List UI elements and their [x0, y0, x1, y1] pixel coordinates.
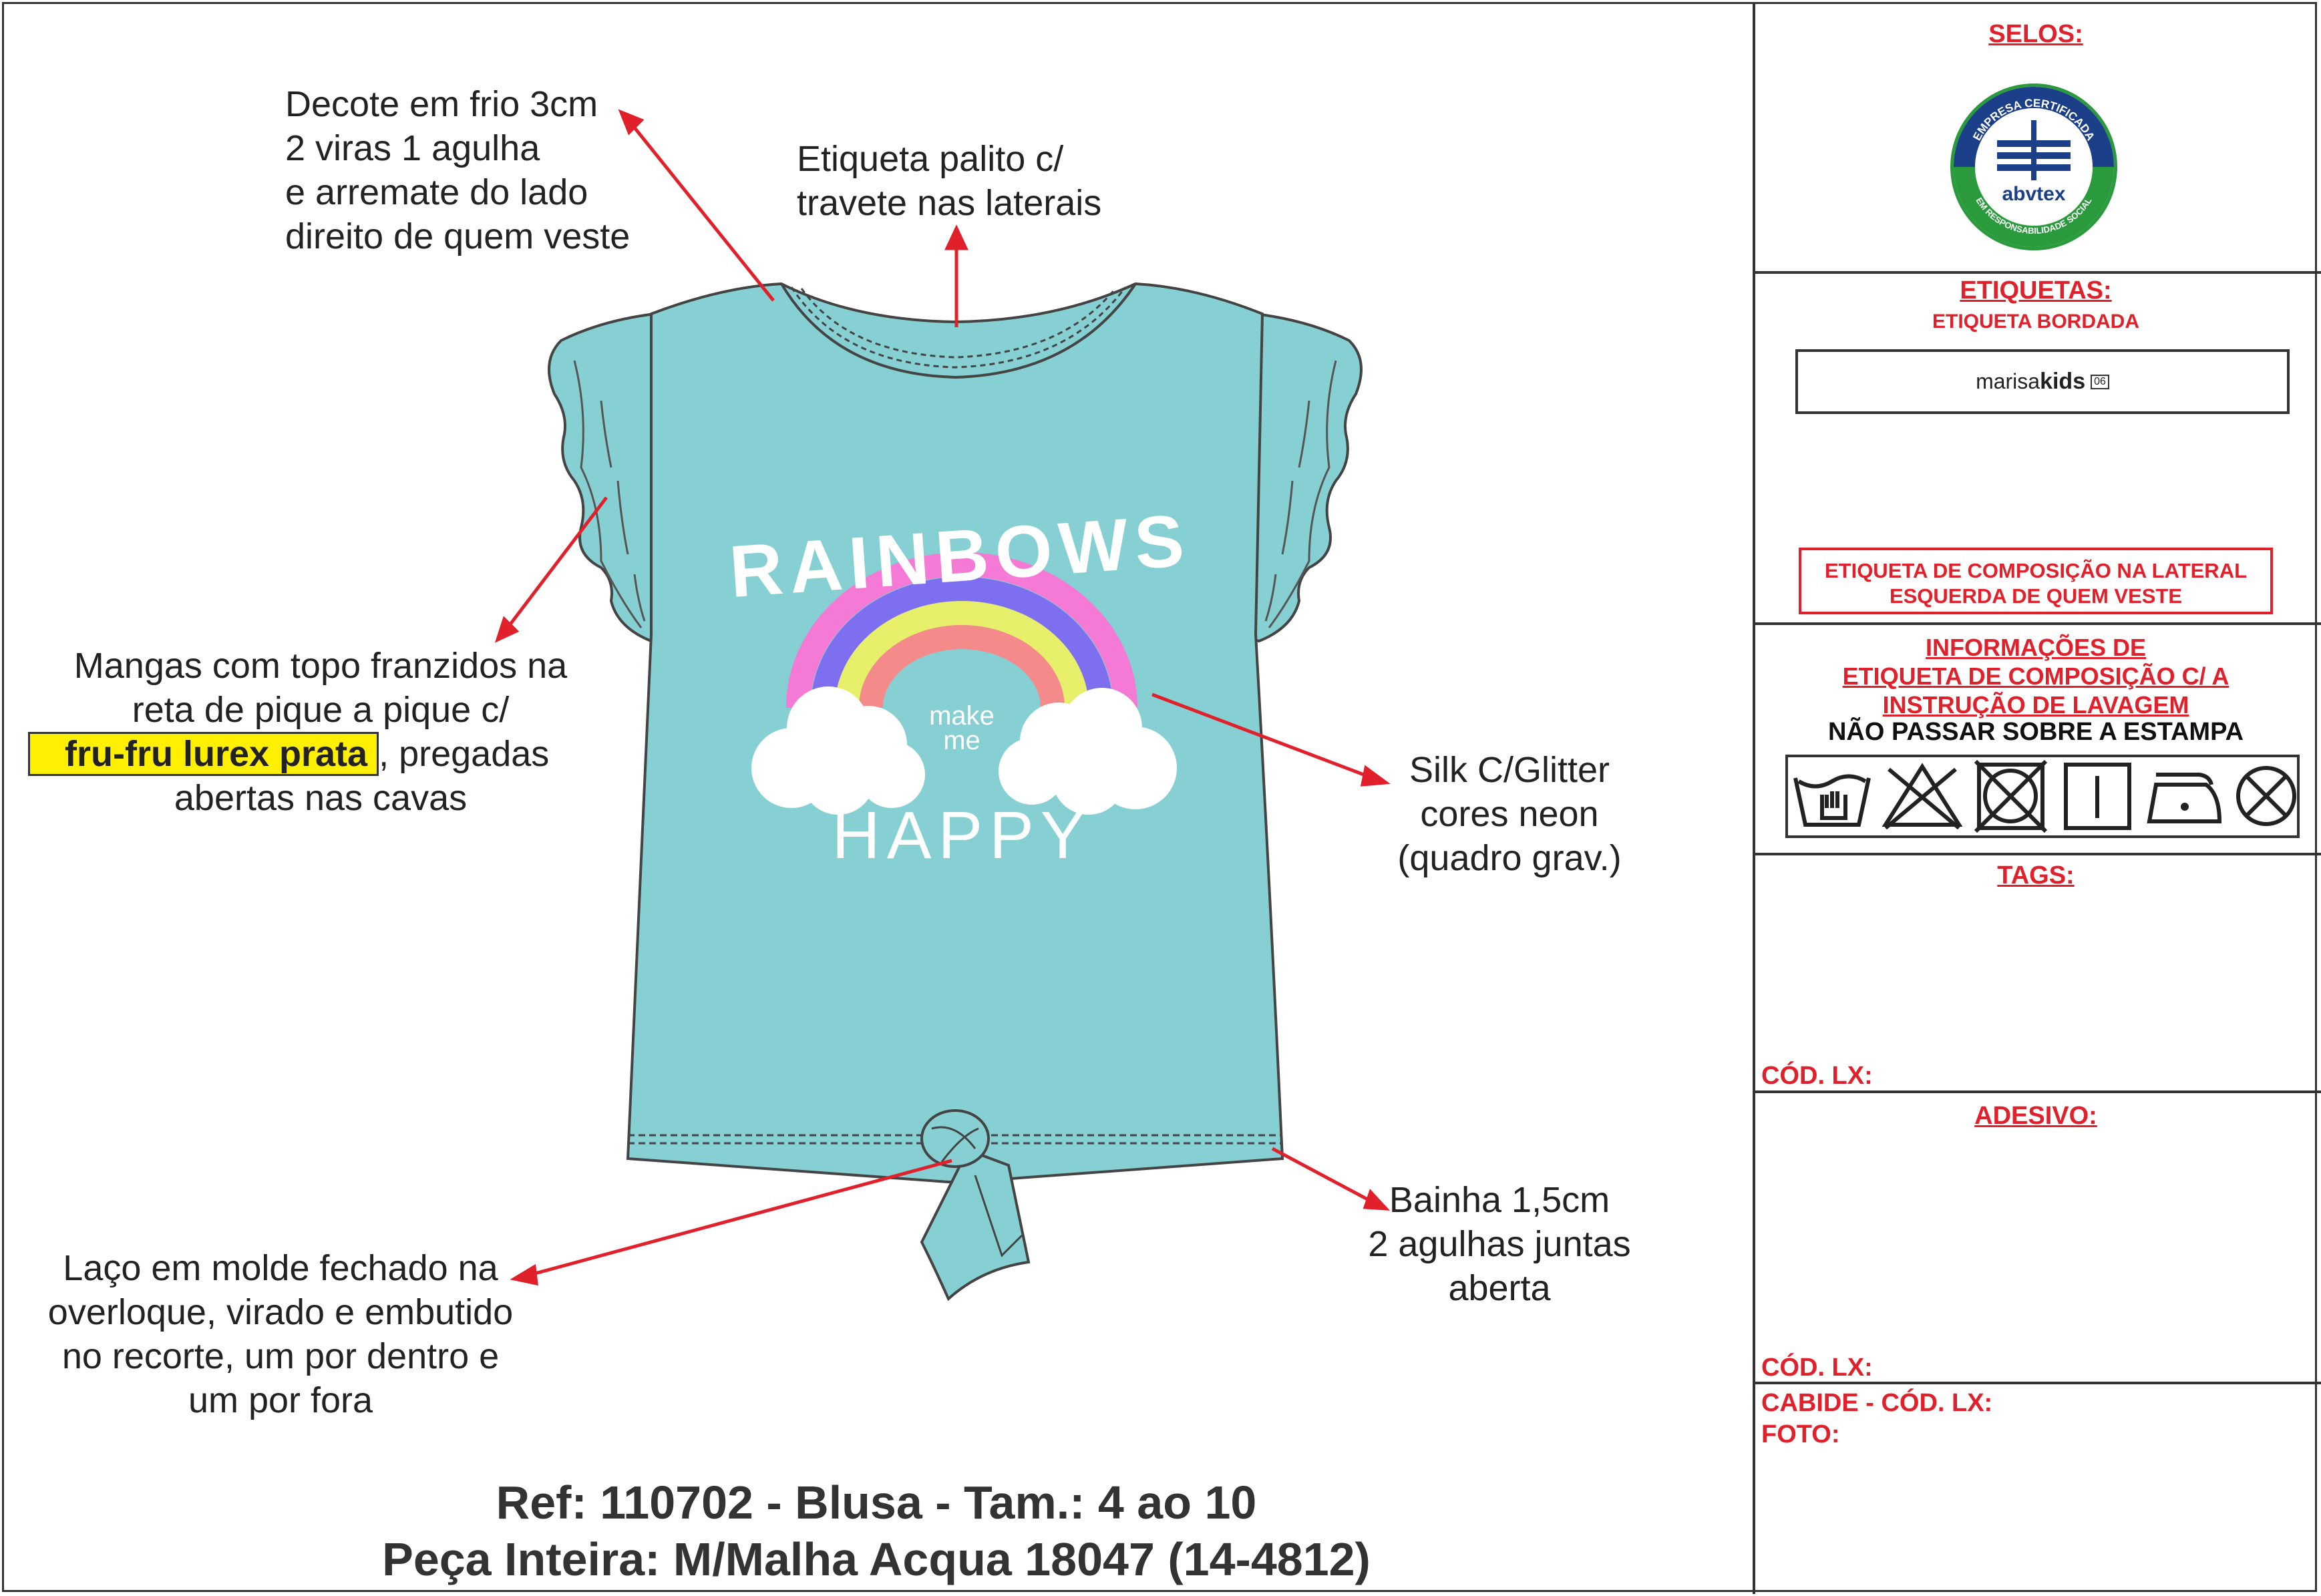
silk-line-3: (quadro grav.): [1397, 838, 1622, 878]
etiqueta-bordada: ETIQUETA BORDADA: [1932, 311, 2139, 333]
decote-line-4: direito de quem veste: [285, 216, 631, 256]
annotation-mangas: [27, 644, 614, 820]
care-symbols: [1785, 755, 2300, 838]
annotation-laco: [13, 1246, 548, 1422]
info-line-2: ETIQUETA DE COMPOSIÇÃO C/ A: [1842, 662, 2229, 690]
annotation-silk: [1369, 748, 1650, 880]
silk-line-1: Silk C/Glitter: [1409, 750, 1610, 790]
laco-line-3: no recorte, um por dentro e: [61, 1336, 500, 1376]
tags-title: TAGS:: [1997, 861, 2075, 889]
etiquetas-title: ETIQUETAS:: [1960, 276, 2112, 305]
lurex-highlight: fru-fru lurex prata: [28, 732, 379, 776]
panel-divider-4: [1753, 1090, 2321, 1093]
mangas-line-2: reta de pique a pique c/: [132, 690, 510, 730]
knot: [922, 1111, 989, 1167]
palito-line-2: travete nas laterais: [797, 183, 1102, 223]
label-kids: kids: [2040, 369, 2086, 394]
material-line: Peça Inteira: M/Malha Acqua 18047 (14-4812): [382, 1533, 1371, 1585]
decote-line-3: e arremate do lado: [285, 172, 588, 212]
info-title: [1755, 633, 2316, 719]
panel-divider-3: [1753, 853, 2321, 855]
laco-line-2: overloque, virado e embutido: [47, 1292, 514, 1332]
silk-line-2: cores neon: [1420, 794, 1599, 834]
cod-lx-tags: CÓD. LX:: [1761, 1062, 1873, 1090]
info-line-3: INSTRUÇÃO DE LAVAGEM: [1882, 691, 2189, 719]
composicao-line-2: ESQUERDA DE QUEM VESTE: [1889, 584, 2183, 608]
bainha-line-3: aberta: [1448, 1268, 1551, 1308]
annotation-etiqueta-palito: [797, 137, 1101, 225]
panel-divider-2: [1753, 622, 2321, 625]
info-line-1: INFORMAÇÕES DE: [1925, 634, 2146, 661]
mangas-line-3: [27, 732, 614, 776]
adesivo-title: ADESIVO:: [1974, 1102, 2097, 1130]
print-me: me: [943, 726, 980, 755]
panel-divider-1: [1753, 271, 2321, 274]
bainha-line-2: 2 agulhas juntas: [1368, 1224, 1631, 1264]
laco-line-1: Laço em molde fechado na: [63, 1248, 498, 1288]
marisa-kids-label: [1795, 349, 2290, 414]
ref-line: Ref: 110702 - Blusa - Tam.: 4 ao 10: [496, 1476, 1257, 1529]
annotation-bainha: [1349, 1178, 1650, 1310]
mangas-line-1: Mangas com topo franzidos na: [73, 646, 568, 686]
decote-line-2: 2 viras 1 agulha: [285, 128, 540, 168]
laco-line-4: um por fora: [188, 1380, 373, 1420]
print-happy: HAPPY: [832, 798, 1092, 873]
iron-dot: [2181, 803, 2189, 811]
seal-top-text: EMPRESA CERTIFICADA: [1970, 96, 2097, 143]
foto-label: FOTO:: [1761, 1420, 1840, 1448]
abvtex-seal: [1947, 80, 2121, 254]
composicao-box: [1799, 548, 2273, 614]
print-rainbows: RAINBOWS: [727, 499, 1194, 614]
seal-bottom-text: EM RESPONSABILIDADE SOCIAL: [1974, 196, 2094, 236]
no-tumble-dry-icon: [1976, 761, 2046, 831]
cabide-cod-lx: CABIDE - CÓD. LX:: [1761, 1389, 1993, 1417]
seal-brand: abvtex: [2002, 183, 2066, 205]
nao-passar: NÃO PASSAR SOBRE A ESTAMPA: [1827, 718, 2244, 746]
mangas-line-4: abertas nas cavas: [174, 778, 468, 818]
composicao-line-1: ETIQUETA DE COMPOSIÇÃO NA LATERAL: [1824, 559, 2248, 582]
selos-title: SELOS:: [1988, 20, 2083, 48]
bainha-line-1: Bainha 1,5cm: [1389, 1180, 1610, 1220]
cod-lx-adesivo: CÓD. LX:: [1761, 1354, 1873, 1382]
mangas-after: , pregadas: [379, 734, 550, 774]
print-make: make: [929, 701, 995, 731]
panel-divider: [1753, 2, 1755, 1594]
annotation-decote: [285, 82, 630, 258]
label-brand: marisa: [1976, 369, 2040, 393]
palito-line-1: Etiqueta palito c/: [797, 139, 1064, 179]
decote-line-1: Decote em frio 3cm: [285, 84, 598, 124]
label-size: 06: [2091, 375, 2109, 389]
